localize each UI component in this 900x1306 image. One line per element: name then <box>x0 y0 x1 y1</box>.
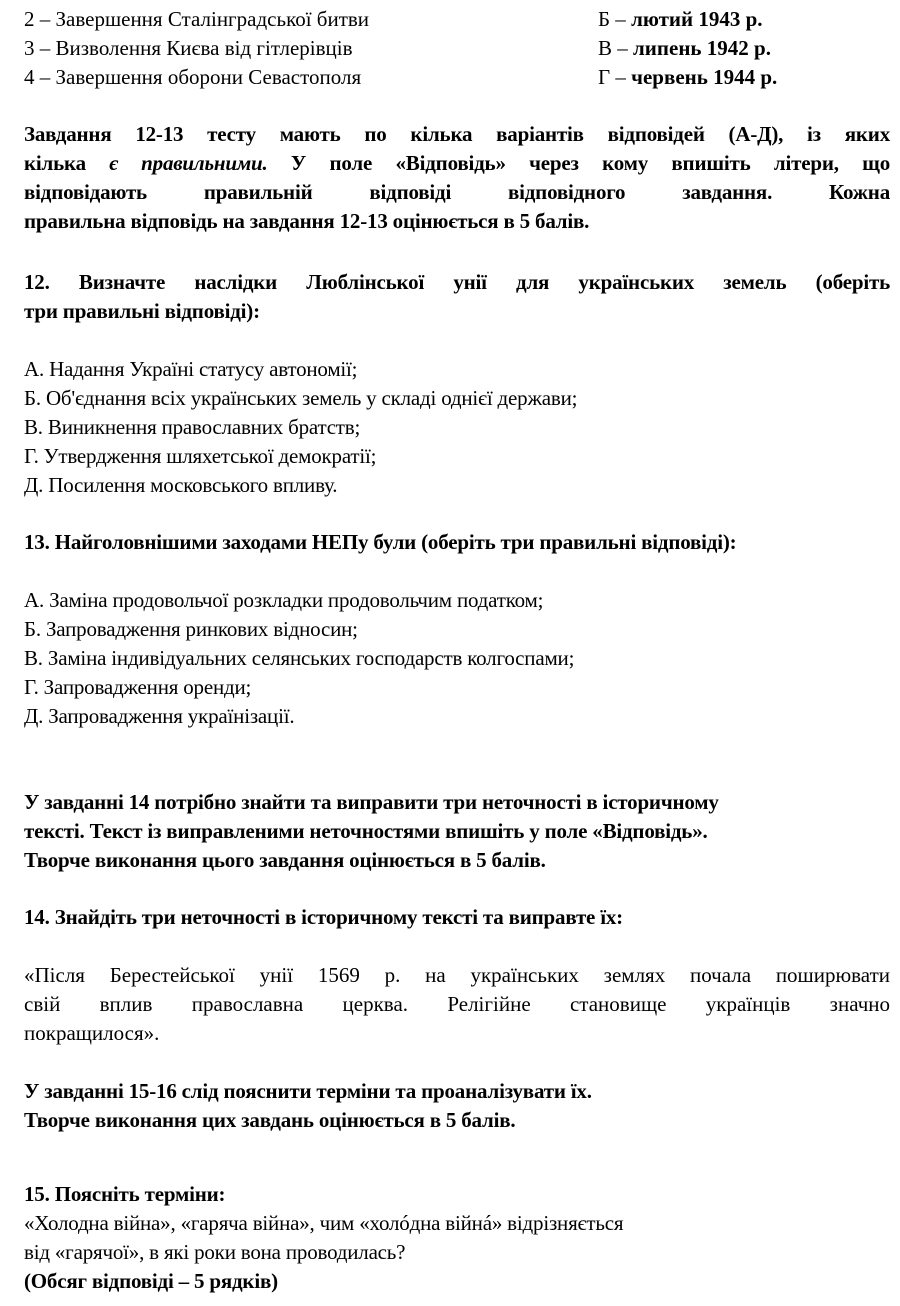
answer-option-c[interactable]: В. Заміна індивідуальних селянських господарств колгоспами; <box>24 646 575 670</box>
instruction-line <box>24 149 890 178</box>
instructions-15-16 <box>24 1077 890 1135</box>
matching-date-value: лютий 1943 р. <box>631 7 763 31</box>
historical-text-line: «Після Берестейської унії 1569 р. на українських землях почала поширювати <box>24 963 890 987</box>
matching-date <box>598 63 777 92</box>
answer-option-a[interactable]: А. Заміна продовольчої розкладки продовольчим податком; <box>24 588 544 612</box>
question-title-line: 12. Визначте наслідки Люблінської унії для українських земель (оберіть <box>24 270 890 294</box>
instructions-14 <box>24 788 890 875</box>
question-title-line: 14. Знайдіть три неточності в історичному тексті та виправте їх: <box>24 905 623 929</box>
matching-row <box>24 34 890 63</box>
instruction-line: правильна відповідь на завдання 12-13 оцінюється в 5 балів. <box>24 209 590 233</box>
answer-option-b[interactable]: Б. Об'єднання всіх українських земель у складі однієї держави; <box>24 386 578 410</box>
instruction-line: тексті. Текст із виправленими неточностями впишіть у поле «Відповідь». <box>24 819 708 843</box>
instructions-12-13 <box>24 120 890 236</box>
instruction-text: кілька <box>24 151 110 175</box>
question-15 <box>24 1180 890 1296</box>
answer-option-e[interactable]: Д. Посилення московського впливу. <box>24 473 338 497</box>
answer-option-e[interactable]: Д. Запровадження українізації. <box>24 704 295 728</box>
matching-row <box>24 5 890 34</box>
question-title-line: три правильні відповіді): <box>24 299 260 323</box>
instruction-line: Творче виконання цього завдання оцінюється в 5 балів. <box>24 848 546 872</box>
instruction-line: Творче виконання цих завдань оцінюється в 5 балів. <box>24 1108 516 1132</box>
matching-event: 4 – Завершення оборони Севастополя <box>24 65 362 89</box>
answer-option-c[interactable]: В. Виникнення православних братств; <box>24 415 361 439</box>
question-12-options <box>24 355 890 500</box>
matching-date-value: червень 1944 р. <box>631 65 778 89</box>
instruction-line: У завданні 15-16 слід пояснити терміни та проаналізувати їх. <box>24 1079 592 1103</box>
question-title-line: 13. Найголовнішими заходами НЕПу були (оберіть три правильні відповіді): <box>24 530 737 554</box>
answer-option-a[interactable]: А. Надання Україні статусу автономії; <box>24 357 358 381</box>
question-12-title <box>24 268 890 326</box>
matching-date-letter: Г – <box>598 65 632 89</box>
matching-date-letter: В – <box>598 36 634 60</box>
answer-option-d[interactable]: Г. Утвердження шляхетської демократії; <box>24 444 377 468</box>
matching-event: 2 – Завершення Сталінградської битви <box>24 7 370 31</box>
matching-section <box>24 5 890 92</box>
question-13-title <box>24 528 890 557</box>
matching-event: 3 – Визволення Києва від гітлерівців <box>24 36 353 60</box>
historical-text-line: свій вплив православна церква. Релігійне становище українців значно <box>24 992 890 1016</box>
matching-date-value: липень 1942 р. <box>633 36 771 60</box>
instruction-emphasis: є правильними. <box>109 151 268 175</box>
matching-date <box>598 5 763 34</box>
question-14-text <box>24 961 890 1048</box>
instruction-line: Завдання 12-13 тесту мають по кілька варіантів відповідей (А-Д), із яких <box>24 122 890 146</box>
question-14-title <box>24 903 890 932</box>
historical-text-line: покращилося». <box>24 1021 160 1045</box>
question-13-options <box>24 586 890 731</box>
instruction-text: У поле «Відповідь» через кому впишіть літери, що <box>267 151 890 175</box>
matching-row <box>24 63 890 92</box>
answer-volume-note: (Обсяг відповіді – 5 рядків) <box>24 1269 278 1293</box>
question-title-line: 15. Поясніть терміни: <box>24 1182 226 1206</box>
matching-date <box>598 34 771 63</box>
instruction-line: У завданні 14 потрібно знайти та виправити три неточності в історичному <box>24 790 719 814</box>
question-text-line: від «гарячої», в які роки вона проводилась? <box>24 1240 406 1264</box>
matching-date-letter: Б – <box>598 7 632 31</box>
answer-option-d[interactable]: Г. Запровадження оренди; <box>24 675 252 699</box>
question-text-line: «Холодна війна», «гаряча війна», чим «холóдна війнá» відрізняється <box>24 1211 624 1235</box>
answer-option-b[interactable]: Б. Запровадження ринкових відносин; <box>24 617 358 641</box>
instruction-line: відповідають правильній відповіді відповідного завдання. Кожна <box>24 180 890 204</box>
